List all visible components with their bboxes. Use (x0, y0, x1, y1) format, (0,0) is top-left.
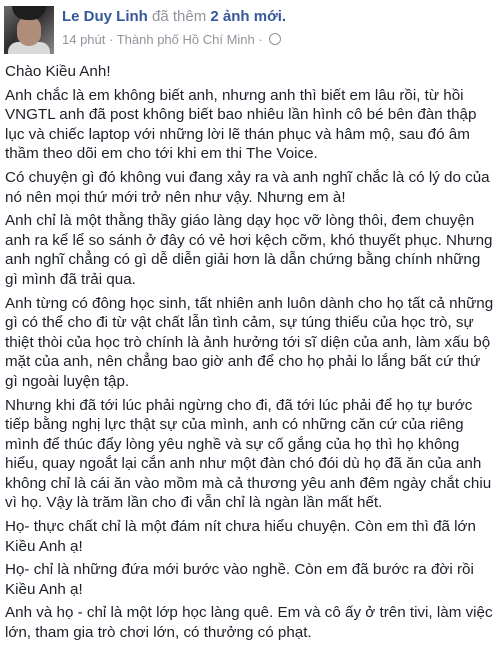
post-paragraph: Chào Kiều Anh! (5, 63, 111, 80)
post-location[interactable]: Thành phố Hồ Chí Minh (116, 32, 255, 47)
meta-separator-2: · (258, 32, 263, 47)
post-body (5, 62, 495, 647)
post-title-line (62, 8, 286, 25)
post-paragraph: Có chuyện gì đó không vui đang xảy ra và anh nghĩ chắc là có lý do của nó nên mọi thứ mới trở nên như vậy. Nhưng em à! (5, 168, 490, 206)
post-paragraph: Anh và họ - chỉ là một lớp học làng quê. Em và cô ấy ở trên tivi, làm việc lớn, tham gia trò chơi lớn, có thưởng có phạt. (5, 604, 493, 642)
meta-separator: · (109, 32, 114, 47)
post-paragraph: Họ- chỉ là những đứa mới bước vào nghề. Còn em đã bước ra đời rồi Kiều Anh ạ! (5, 561, 474, 598)
post-paragraph: Nhưng khi đã tới lúc phải ngừng cho đi, đã tới lúc phải để họ tự bước tiếp bằng nghị lực thật sự của mình, anh có những căn cứ của riêng mình để thúc đẩy lòng yêu nghề và sự cố gắng của họ thì họ không hiểu, quay ngoắt lại cắn anh như một đàn chó đói dù họ đã ăn của anh không chỉ là cái ăn vào mồm mà cả thương yêu anh đêm ngày chắt chiu vì họ. Vậy là trăm lần cho đi vẫn chỉ là ngàn lần mất hết. (5, 396, 492, 512)
post-paragraph: Anh chắc là em không biết anh, nhưng anh thì biết em lâu rồi, từ hồi VNGTL anh đã post không biết bao nhiêu lần hình cô bé bên đàn thập lục và chiếc laptop với những lời lẽ thán phục và hâm mộ, sau đó âm thầm theo dõi em cho tới khi em thi The Voice. (5, 86, 477, 163)
post-action-text: đã thêm (152, 8, 207, 25)
post-paragraph: Anh từng có đông học sinh, tất nhiên anh luôn dành cho họ tất cả những gì có thể cho đi từ vật chất lẫn tình cảm, sự túng thiếu của học trò, sự thiệt thòi của học trò chính là ảnh hưởng tới sĩ diện của anh, làm xấu bộ mặt của anh, nên chẳng bao giờ anh để cho họ phải lo lắng bất cứ thứ gì ngoài luyện tập. (5, 294, 494, 390)
post-header (4, 4, 494, 60)
avatar-hair (12, 6, 46, 20)
post-paragraph: Họ- thực chất chỉ là một đám nít chưa hiểu chuyện. Còn em thì đã lớn Kiều Anh ạ! (5, 518, 476, 555)
author-name-link[interactable]: Le Duy Linh (62, 8, 148, 25)
post-meta (62, 32, 281, 47)
globe-icon[interactable] (269, 33, 281, 45)
post-timestamp[interactable]: 14 phút (62, 32, 106, 47)
new-photos-link[interactable]: 2 ảnh mới. (210, 8, 287, 25)
post-paragraph: Anh chỉ là một thằng thầy giáo làng dạy học vỡ lòng thôi, đem chuyện anh ra kể lể so sánh ở đây có vẻ hơi kệch cỡm, khó thuyết phục. Nhưng anh nghĩ chẳng có gì dễ diễn giải hơn là dẫn chứng bằng chính những gì mình đã trải qua. (5, 212, 493, 288)
avatar[interactable] (4, 6, 54, 54)
avatar-face (17, 16, 41, 46)
